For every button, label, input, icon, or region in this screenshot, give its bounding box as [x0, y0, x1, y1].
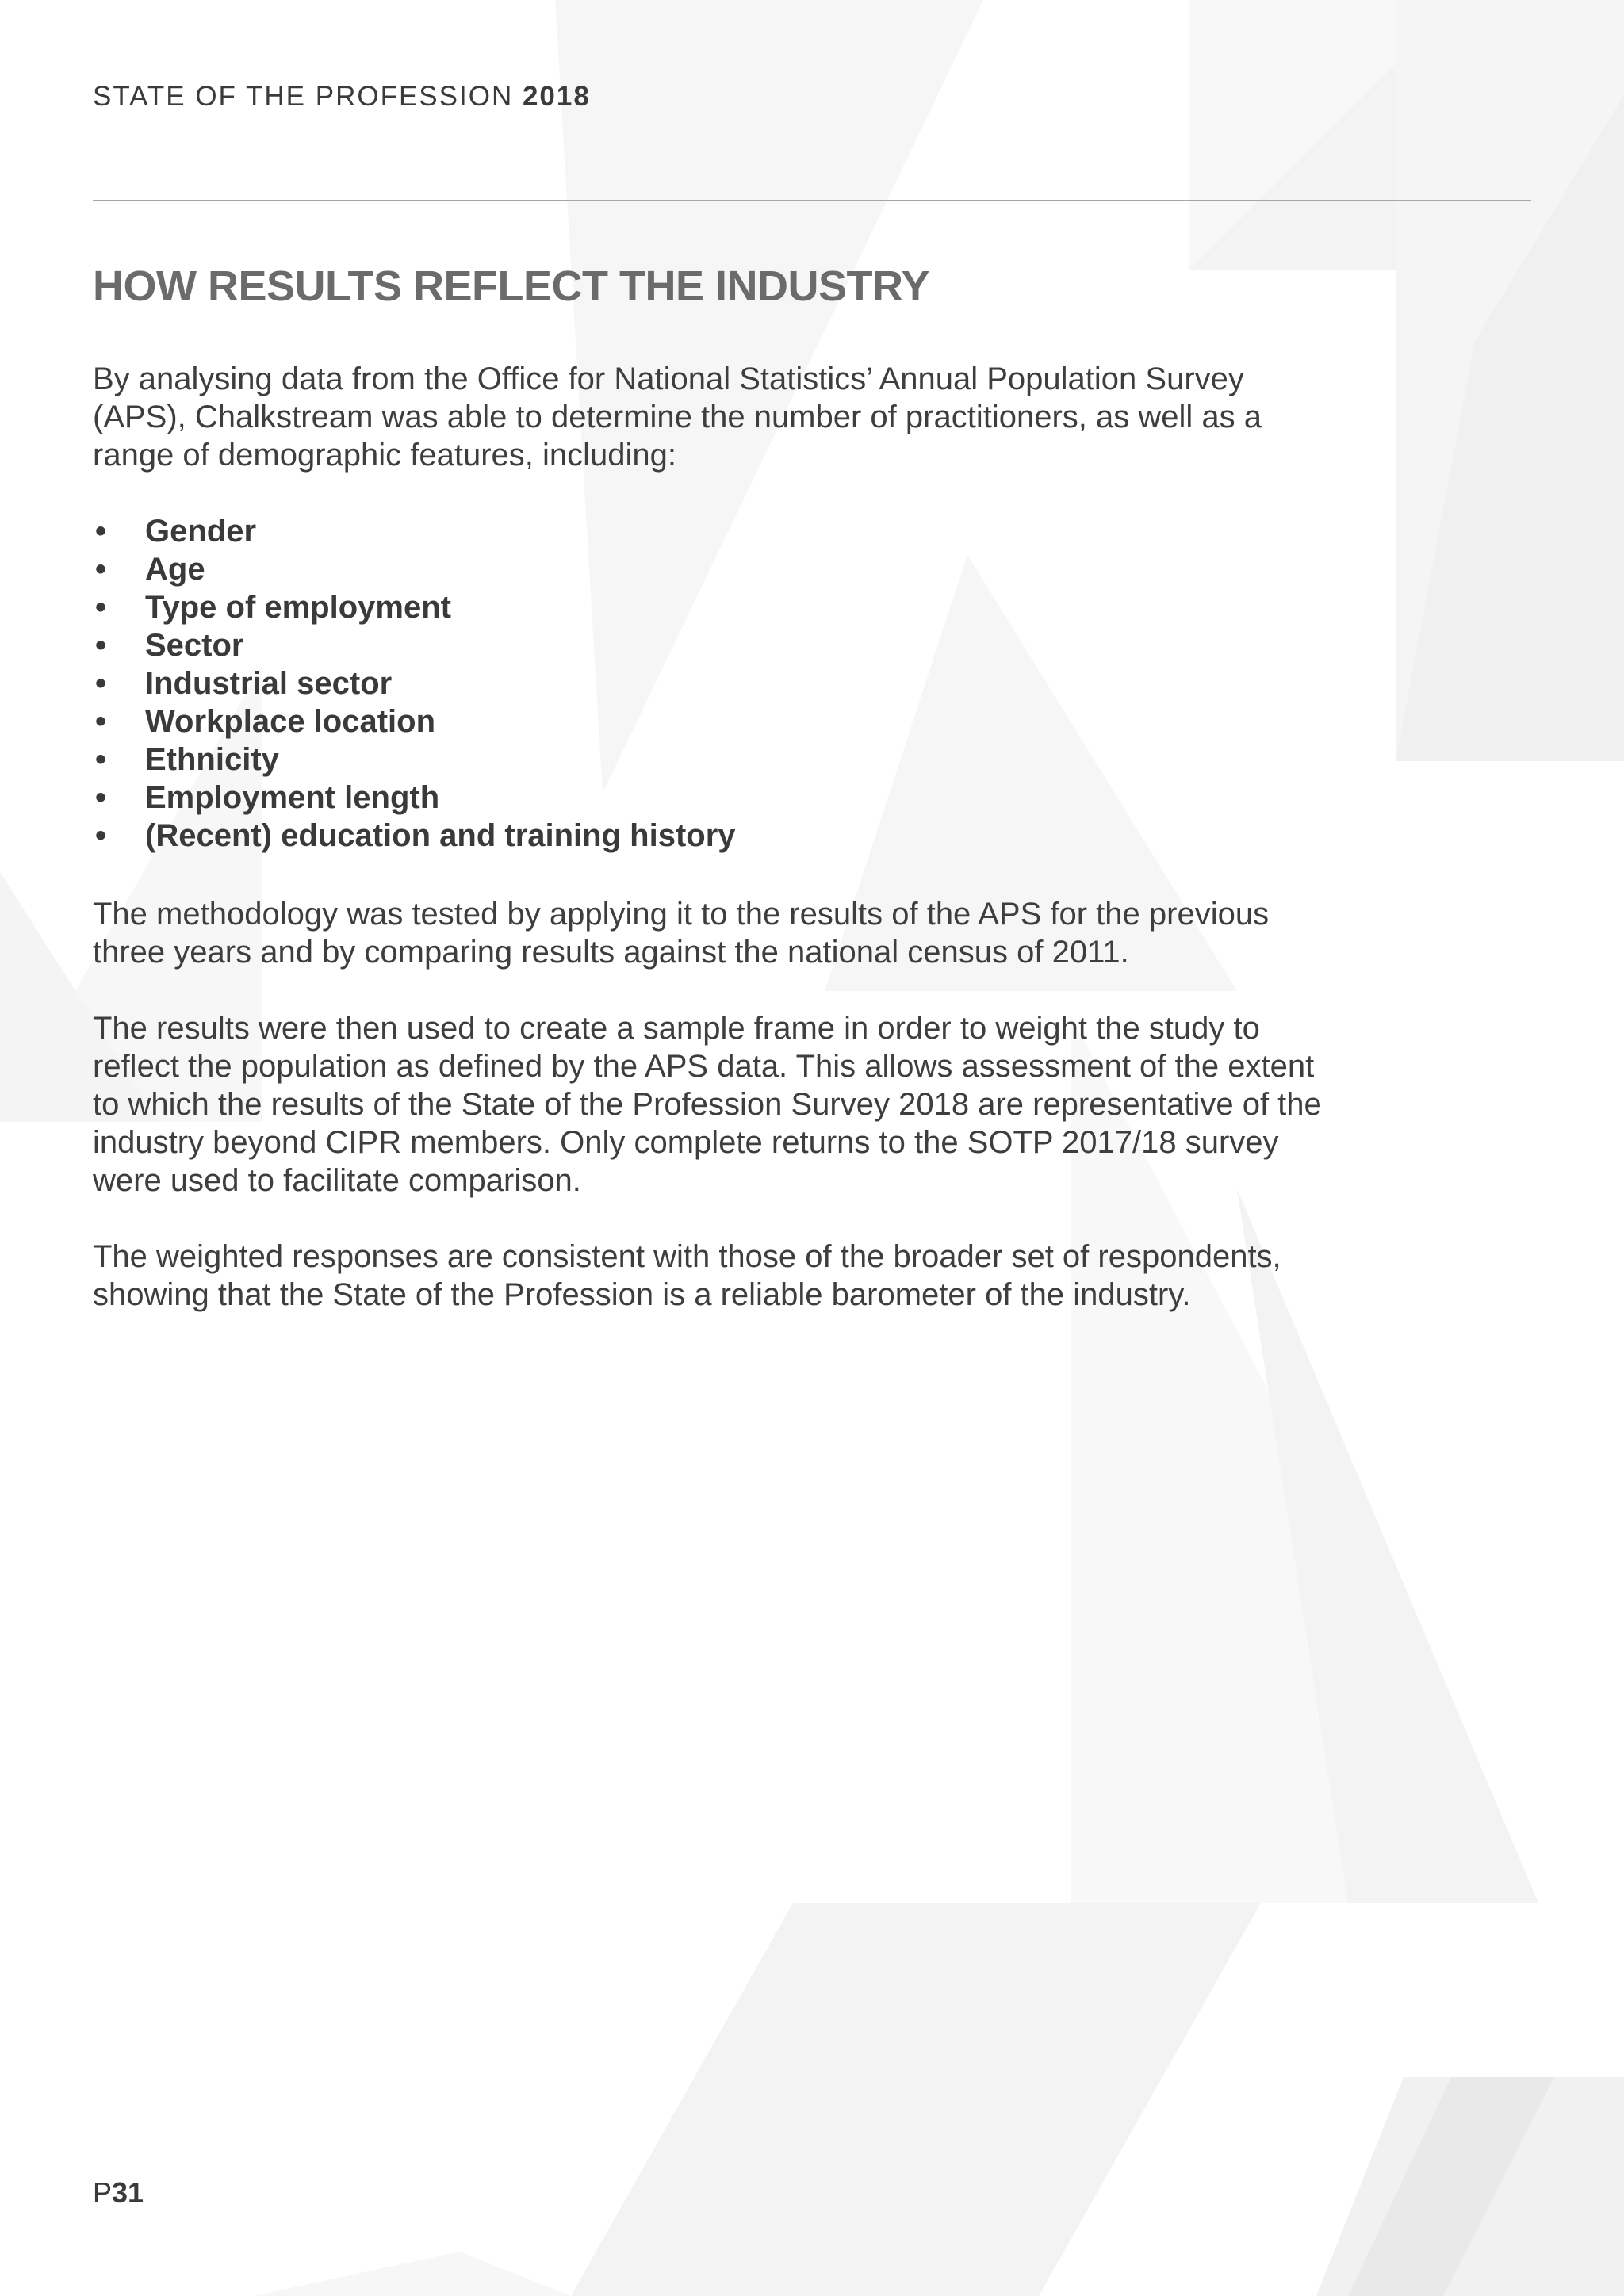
feature-label: (Recent) education and training history: [145, 818, 736, 853]
feature-label: Sector: [145, 628, 244, 663]
bullet-icon: •: [95, 780, 107, 815]
list-item: [93, 740, 736, 779]
feature-label: Type of employment: [145, 590, 451, 625]
list-item: [93, 779, 736, 817]
header-publication: STATE OF THE PROFESSION: [93, 81, 514, 112]
feature-label: Age: [145, 552, 205, 587]
demographic-features-list: [93, 512, 736, 855]
bullet-icon: •: [95, 628, 107, 663]
page-number-value: 31: [112, 2176, 144, 2209]
bullet-icon: •: [95, 552, 107, 587]
sample-frame-paragraph: The results were then used to create a sample frame in order to weight the study to reflect the population as defined by the APS data. This allows assessment of the extent to which the results of the State of the Profession Survey 2018 are representative of the industry beyond CIPR members. Only complete returns to the SOTP 2017/18 survey were used to facilitate comparison.: [93, 1011, 1322, 1198]
list-item: [93, 588, 736, 626]
header-year: 2018: [522, 81, 591, 112]
feature-label: Ethnicity: [145, 742, 279, 777]
list-item: [93, 512, 736, 550]
list-item: [93, 702, 736, 740]
header-divider: [93, 200, 1531, 201]
list-item: [93, 550, 736, 588]
bullet-icon: •: [95, 818, 107, 853]
list-item: [93, 817, 736, 855]
feature-label: Employment length: [145, 780, 440, 815]
bullet-icon: •: [95, 514, 107, 549]
list-item: [93, 664, 736, 702]
feature-label: Industrial sector: [145, 666, 393, 701]
intro-paragraph: By analysing data from the Office for National Statistics’ Annual Population Survey (APS), Chalkstream was able to determine the number of practitioners, as well as a range of demographic features, including:: [93, 362, 1262, 473]
feature-label: Gender: [145, 514, 257, 549]
methodology-paragraph: The methodology was tested by applying it to the results of the APS for the previous three years and by comparing results against the national census of 2011.: [93, 897, 1270, 970]
running-header: [93, 82, 591, 110]
list-item: [93, 626, 736, 664]
feature-label: Workplace location: [145, 704, 436, 739]
page-number: [93, 2176, 144, 2209]
bullet-icon: •: [95, 704, 107, 739]
bullet-icon: •: [95, 666, 107, 701]
conclusion-paragraph: The weighted responses are consistent with those of the broader set of respondents, showing that the State of the Profession is a reliable barometer of the industry.: [93, 1239, 1281, 1312]
page-number-prefix: P: [93, 2176, 113, 2209]
bullet-icon: •: [95, 590, 107, 625]
section-title: HOW RESULTS REFLECT THE INDUSTRY: [93, 262, 929, 310]
bullet-icon: •: [95, 742, 107, 777]
